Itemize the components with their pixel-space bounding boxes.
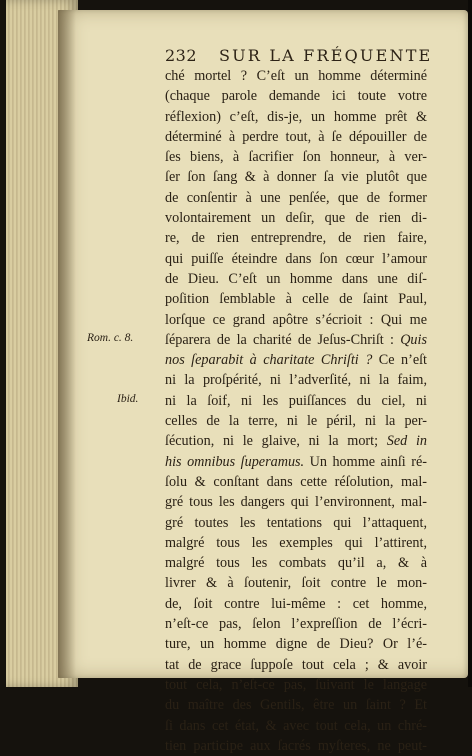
text-line bbox=[165, 573, 427, 593]
margin-note-ibid: Ibid. bbox=[117, 393, 139, 405]
text-line bbox=[165, 127, 427, 147]
body-text bbox=[165, 66, 427, 756]
text-line bbox=[165, 716, 427, 736]
latin-quote: Quis bbox=[400, 331, 427, 348]
text-run: ſer ſon ſang & à donner ſa vie plutôt que bbox=[165, 169, 427, 186]
text-line bbox=[165, 594, 427, 614]
latin-quote: Sed in bbox=[386, 433, 427, 450]
text-run: ſes biens, à ſacrifier ſon honneur, à ver- bbox=[165, 149, 427, 166]
text-line bbox=[165, 249, 427, 269]
text-line bbox=[165, 391, 427, 411]
text-line bbox=[165, 188, 427, 208]
text-run: re, de rien entreprendre, de rien faire, bbox=[165, 230, 427, 247]
page-number: 232 bbox=[165, 46, 198, 65]
text-run: malgré tous les combats qu’il a, & à bbox=[165, 555, 427, 572]
text-line bbox=[165, 310, 427, 330]
text-line bbox=[165, 695, 427, 715]
text-run: tout cela, n’eſt-ce pas, ſuivant le langage bbox=[165, 676, 427, 693]
text-run: ſi dans cet état, & avec tout cela, un chré- bbox=[165, 717, 427, 734]
text-line bbox=[165, 533, 427, 553]
text-run: livrer & à ſoutenir, ſoit contre le mon- bbox=[165, 575, 427, 592]
text-line bbox=[165, 66, 427, 86]
text-line bbox=[165, 452, 427, 472]
text-line bbox=[165, 411, 427, 431]
latin-quote: nos ſeparabit à charitate Chriſti ? bbox=[165, 352, 373, 369]
margin-note-rom: Rom. c. 8. bbox=[87, 332, 134, 344]
text-run: du maître des Gentils, être un ſaint ? Et bbox=[165, 697, 427, 714]
running-header bbox=[165, 46, 435, 65]
text-run: réflexion) c’eſt, dis-je, un homme prêt & bbox=[165, 108, 427, 125]
text-run: celles de la terre, ni le péril, ni la per- bbox=[165, 413, 427, 430]
text-run: qui puiſſe éteindre dans ſon cœur l’amour bbox=[165, 250, 427, 267]
text-line bbox=[165, 655, 427, 675]
right-edge bbox=[468, 0, 472, 687]
latin-quote: his omnibus ſuperamus. bbox=[165, 453, 305, 470]
text-line bbox=[165, 228, 427, 248]
text-line bbox=[165, 86, 427, 106]
text-run: malgré tous les exemples qui l’attirent, bbox=[165, 534, 427, 551]
text-line bbox=[165, 431, 427, 451]
text-run: de conſentir à une penſée, que de former bbox=[165, 189, 427, 206]
text-run: Un homme ainſi ré- bbox=[304, 453, 427, 470]
text-line bbox=[165, 330, 427, 350]
running-head-title: SUR LA FRÉQUENTE bbox=[218, 46, 433, 65]
text-run: ché mortel ? C’eſt un homme déterminé bbox=[165, 68, 427, 84]
text-run: ſolu & conſtant dans cette réſolution, mal- bbox=[165, 473, 427, 490]
text-line bbox=[165, 147, 427, 167]
text-run: (chaque parole demande ici toute votre bbox=[165, 88, 427, 105]
text-line bbox=[165, 472, 427, 492]
text-line bbox=[165, 675, 427, 695]
text-run: n’eſt-ce pas, ſelon l’expreſſion de l’écri- bbox=[165, 616, 427, 633]
text-line bbox=[165, 513, 427, 533]
text-run: de Dieu. C’eſt un homme dans une diſ- bbox=[165, 270, 427, 287]
text-run: ture, un homme digne de Dieu? Or l’é- bbox=[165, 636, 427, 653]
text-run: déterminé à perdre tout, à ſe dépouiller de bbox=[165, 128, 427, 145]
text-line bbox=[165, 289, 427, 309]
text-run: Ce n’eſt bbox=[372, 352, 428, 369]
text-line bbox=[165, 736, 427, 756]
text-run: lorſque ce grand apôtre s’écrioit : Qui me bbox=[165, 311, 427, 328]
text-line bbox=[165, 167, 427, 187]
text-line bbox=[165, 208, 427, 228]
text-run: ſécution, ni le glaive, ni la mort; bbox=[165, 433, 387, 450]
text-line bbox=[165, 269, 427, 289]
text-line bbox=[165, 107, 427, 127]
text-run: tat de grace ſuppoſe tout cela ; & avoir bbox=[165, 656, 427, 673]
text-line bbox=[165, 350, 427, 370]
text-run: volontairement un deſir, que de rien di- bbox=[165, 210, 427, 227]
text-run: ni la ſoif, ni les puiſſances du ciel, ni bbox=[165, 392, 427, 409]
text-run: gré tous les dangers qui l’environnent, mal- bbox=[165, 494, 427, 511]
text-run: gré toutes les tentations qui l’attaquent, bbox=[165, 514, 427, 531]
text-line bbox=[165, 553, 427, 573]
text-line bbox=[165, 634, 427, 654]
text-run: tien participe aux ſacrés myſteres, ne peut- bbox=[165, 737, 427, 754]
text-run: ni la proſpérité, ni l’adverſité, ni la faim, bbox=[165, 372, 427, 389]
gutter-shadow bbox=[58, 10, 76, 678]
text-line bbox=[165, 492, 427, 512]
text-line bbox=[165, 370, 427, 390]
text-run: poſition ſemblable à celle de ſaint Paul, bbox=[165, 291, 427, 308]
text-run: de, ſoit contre lui-même : cet homme, bbox=[165, 595, 427, 612]
text-line bbox=[165, 614, 427, 634]
text-run: ſéparera de la charité de Jeſus-Chriſt : bbox=[165, 331, 401, 348]
